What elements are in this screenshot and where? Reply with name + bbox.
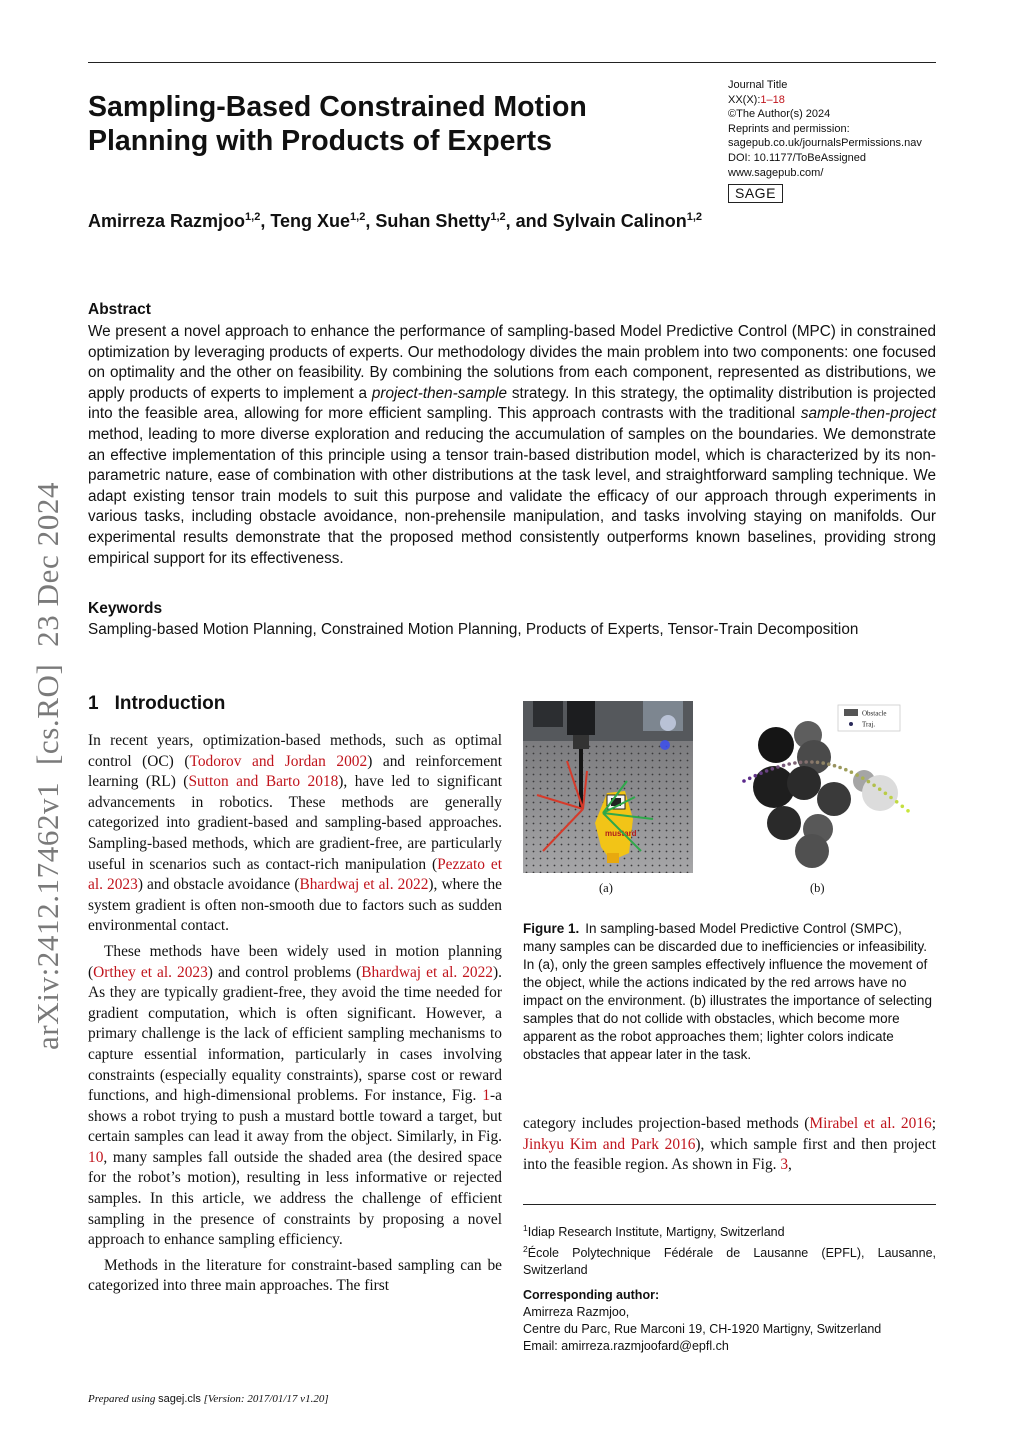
keywords-text: Sampling-based Motion Planning, Constrained Motion Planning, Products of Experts, Tensor-Train Decomposition — [88, 621, 859, 638]
obstacle-circle — [795, 834, 829, 868]
top-rule — [88, 62, 936, 63]
corresponding-email[interactable]: Email: amirreza.razmjoofard@epfl.ch — [523, 1339, 729, 1353]
trajectory-point — [787, 762, 791, 766]
pages-link[interactable]: 1–18 — [760, 93, 785, 106]
citation-link[interactable]: Jinkyu Kim and Park 2016 — [523, 1135, 696, 1153]
sage-logo: SAGE — [728, 184, 783, 203]
trajectory-point — [833, 764, 837, 768]
figure-1 — [523, 701, 936, 911]
prepared-using: Prepared using sagej.cls [Version: 2017/01/17 v1.20] — [88, 1393, 329, 1405]
obstacle-plot-svg — [728, 701, 918, 876]
trajectory-point — [889, 796, 893, 800]
citation-link[interactable]: Bhardwaj et al. 2022 — [299, 876, 429, 894]
doi[interactable]: DOI: 10.1177/ToBeAssigned — [728, 151, 866, 164]
robot-photo-image — [523, 701, 693, 873]
trajectory-point — [895, 800, 899, 804]
trajectory-point — [901, 805, 905, 809]
affiliations: $^1$Idiap Research Institute, Martigny, Switzerland $^2$École Polytechnique Fédérale de Lausanne (EPFL), Lausanne, Switzerland — [523, 1223, 936, 1278]
obstacle-plot — [728, 701, 918, 876]
author: Suhan Shetty — [375, 211, 491, 231]
subfigure-label-a: (a) — [599, 881, 613, 895]
mustard-label: mustard — [605, 829, 637, 838]
reprints-url[interactable]: sagepub.co.uk/journalsPermissions.nav — [728, 137, 922, 150]
author: Amirreza Razmjoo — [88, 211, 246, 231]
trajectory-point — [793, 761, 797, 765]
author-list: Amirreza Razmjoo$^{1,2}$, Teng Xue$^{1,2}$, Suhan Shetty$^{1,2}$, and Sylvain Calinon$^{1,2}$ — [88, 211, 703, 231]
paper-title: Sampling-Based Constrained Motion Planning with Products of Experts — [88, 91, 587, 157]
trajectory-point — [821, 761, 825, 765]
author-affil: 1,2 — [490, 211, 506, 223]
trajectory-point — [782, 764, 786, 768]
author: Teng Xue — [270, 211, 351, 231]
citation-link[interactable]: Pezzato et al. 2023 — [88, 855, 502, 894]
trajectory-point — [861, 776, 865, 780]
legend-obstacle: Obstacle — [862, 709, 887, 718]
trajectory-point — [799, 761, 803, 765]
trajectory-point — [844, 768, 848, 772]
trajectory-point — [867, 780, 871, 784]
corresponding-address: Centre du Parc, Rue Marconi 19, CH-1920 Martigny, Switzerland — [523, 1322, 882, 1336]
citation-link[interactable]: 3 — [780, 1156, 789, 1174]
affiliation-2: École Polytechnique Fédérale de Lausanne (EPFL), Lausanne, Switzerland — [523, 1246, 936, 1278]
citation-link[interactable]: 1 — [482, 1087, 491, 1105]
author-affil: 1,2 — [686, 211, 703, 223]
obstacle-circle — [817, 782, 851, 816]
abstract-text: We present a novel approach to enhance the performance of sampling-based Model Predictive Control (MPC) in constrained optimization by leveraging products of experts. Our methodology divides the main problem into two components: one focused on optimality and the other on feasibility. By combining the solutions from each component, represented as distributions, we apply products of experts to implement a project-then-sample strategy. In this strategy, the optimality distribution is projected into the feasible area, allowing for more efficient sampling. This approach contrasts with the traditional sample-then-project method, leading to more diverse exploration and reducing the accumulation of samples on the boundaries. We demonstrate an effective implementation of this principle using a tensor train-based distribution model, which is characterized by its non-parametric nature, ease of combination with other distributions at the task level, and straightforward sampling technique. We adapt existing tensor train models to suit this purpose and validate the efficacy of our approach through experiments in various tasks, including obstacle avoidance, non-prehensile manipulation, and tasks involving staying on manifolds. Our experimental results demonstrate that the proposed method consistently outperforms known baselines, providing strong empirical support for its effectiveness. — [88, 323, 936, 567]
author-affil: 1,2 — [245, 211, 261, 223]
robot-photo — [523, 701, 693, 873]
trajectory-point — [838, 766, 842, 770]
legend-obstacle-swatch — [844, 709, 858, 716]
trajectory-point — [742, 779, 746, 783]
copyright: ©The Author(s) 2024 — [728, 108, 831, 121]
intro-continued: category includes projection-based methods (Mirabel et al. 2016; Jinkyu Kim and Park 2016), which sample first and then project into the feasible region. As shown in Fig. 3, — [523, 1115, 936, 1174]
legend-traj-dot — [849, 722, 853, 726]
trajectory-point — [855, 773, 859, 777]
obstacle-group — [753, 721, 898, 868]
obstacle-circle — [787, 766, 821, 800]
trajectory-point — [878, 787, 882, 791]
figure-caption: Figure 1. In sampling-based Model Predictive Control (SMPC), many samples can be discarded due to inefficiencies or infeasibility. In (a), only the green samples effectively influence the movement of the object, while the actions indicated by the red arrows have no impact on the environment. (b) illustrates the importance of selecting samples that do not collide with obstacles, which become more apparent as the robot approaches them; lighter colors indicate obstacles that appear later in the task. — [523, 921, 932, 1062]
trajectory-point — [850, 770, 854, 774]
trajectory-point — [771, 767, 775, 771]
section-heading: 1 Introduction — [88, 693, 226, 714]
author: Sylvain Calinon — [552, 211, 687, 231]
trajectory-point — [765, 769, 769, 773]
website[interactable]: www.sagepub.com/ — [728, 166, 824, 179]
intro-paragraph: Methods in the literature for constraint-based sampling can be categorized into three main approaches. The first — [88, 1256, 502, 1295]
volume: XX(X): — [728, 93, 761, 106]
trajectory-point — [906, 809, 910, 813]
journal-meta — [728, 78, 958, 203]
obstacle-circle — [767, 806, 801, 840]
citation-link[interactable]: Todorov and Jordan 2002 — [189, 752, 368, 770]
subfigure-label-b: (b) — [810, 881, 825, 895]
journal-title: Journal Title — [728, 79, 788, 91]
footnote-rule — [523, 1204, 936, 1205]
reprints: Reprints and permission: — [728, 122, 850, 135]
citation-link[interactable]: Bhardwaj et al. 2022 — [361, 963, 493, 981]
plot-legend — [838, 705, 900, 731]
corresponding-name: Amirreza Razmjoo, — [523, 1305, 630, 1319]
corresponding-heading: Corresponding author: — [523, 1288, 660, 1302]
legend-traj: Traj. — [862, 720, 876, 729]
citation-link[interactable]: Mirabel et al. 2016 — [809, 1115, 932, 1132]
trajectory-point — [810, 760, 814, 764]
trajectory-point — [816, 761, 820, 765]
trajectory-point — [827, 762, 831, 766]
trajectory-point — [776, 765, 780, 769]
trajectory-point — [754, 774, 758, 778]
affiliation-1: Idiap Research Institute, Martigny, Switzerland — [527, 1225, 785, 1240]
author-affil: 1,2 — [350, 211, 366, 223]
abstract-heading: Abstract — [88, 301, 151, 318]
obstacle-circle — [758, 727, 794, 763]
intro-column — [88, 731, 502, 1297]
citation-link[interactable]: Sutton and Barto 2018 — [188, 773, 339, 791]
journal-volume — [728, 93, 958, 108]
trajectory-point — [884, 792, 888, 796]
trajectory-point — [872, 784, 876, 788]
corresponding-author — [523, 1287, 936, 1355]
trajectory-point — [759, 771, 763, 775]
trajectory-point — [748, 777, 752, 781]
citation-link[interactable]: 10 — [88, 1148, 104, 1166]
intro-paragraph: In recent years, optimization-based methods, such as optimal control (OC) (Todorov and Jordan 2002) and reinforcement learning (RL) (Sutton and Barto 2018), have led to significant advancements in robotics. These methods are generally categorized into gradient-based and sampling-based approaches. Sampling-based methods, which are gradient-free, are particularly useful in scenarios such as contact-rich manipulation (Pezzato et al. 2023) and obstacle avoidance (Bhardwaj et al. 2022), where the system gradient is often non-smooth due to factors such as sudden environmental contact. — [88, 732, 502, 935]
keywords-heading: Keywords — [88, 600, 163, 617]
intro-paragraph: These methods have been widely used in motion planning (Orthey et al. 2023) and control problems (Bhardwaj et al. 2022). As they are typically gradient-free, they avoid the time needed for gradient computation, which is often significant. However, a primary challenge is the lack of efficient sampling mechanisms to capture essential information, particularly in cases involving constraints (especially equality constraints), sparse cost or reward functions, and high-dimensional problems. For instance, Fig. 1-a shows a robot trying to push a mustard bottle toward a target, but certain samples can lead it away from the object. Similarly, in Fig. 10, many samples fall outside the shaded area (the desired space for the robot’s motion), resulting in less informative or rejected samples. In this article, we address the challenge of efficient sampling in the presence of constraints by proposing a novel approach to enhance sampling efficiency. — [88, 942, 502, 1249]
caption-label: Figure 1. — [523, 921, 580, 936]
trajectory-point — [804, 760, 808, 764]
arxiv-stamp[interactable]: arXiv:2412.17462v1 [cs.RO] 23 Dec 2024 — [30, 481, 65, 1050]
citation-link[interactable]: Orthey et al. 2023 — [93, 963, 208, 981]
